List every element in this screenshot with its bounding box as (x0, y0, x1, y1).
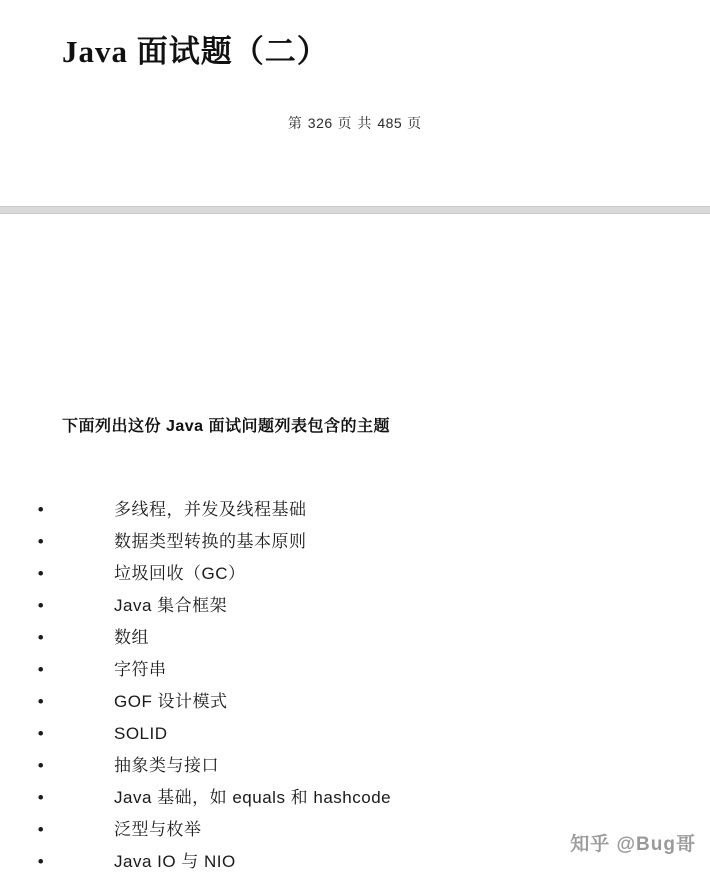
list-item (36, 782, 676, 814)
bullet-icon: • (37, 724, 45, 743)
watermark: 知乎 @Bug哥 (570, 834, 696, 855)
bullet-icon: • (37, 852, 45, 871)
page-indicator-prefix: 第 (287, 115, 303, 131)
page-indicator-suffix: 页 (407, 115, 423, 131)
list-item-label: 泛型与枚举 (114, 820, 202, 839)
page-indicator-current: 326 (307, 115, 333, 131)
list-item-label: 字符串 (114, 660, 167, 679)
list-item (36, 526, 676, 558)
page-indicator-middle: 页 共 (337, 115, 373, 131)
list-item (36, 718, 676, 750)
list-item-label: 数据类型转换的基本原则 (114, 532, 307, 551)
list-item-label: Java 基础，如 equals 和 hashcode (114, 788, 392, 807)
bullet-icon: • (37, 788, 45, 807)
list-item-label: GOF 设计模式 (114, 692, 228, 711)
list-item-label: 多线程，并发及线程基础 (114, 500, 307, 519)
bullet-icon: • (37, 692, 45, 711)
topic-list (36, 494, 676, 878)
bullet-icon: • (37, 500, 45, 519)
bullet-icon: • (37, 628, 45, 647)
list-item (36, 750, 676, 782)
list-item (36, 558, 676, 590)
page-indicator-total: 485 (377, 115, 403, 131)
document-body (0, 214, 710, 886)
list-item (36, 622, 676, 654)
bullet-icon: • (37, 596, 45, 615)
list-item (36, 494, 676, 526)
bullet-icon: • (37, 532, 45, 551)
list-item (36, 686, 676, 718)
page-indicator (0, 113, 710, 133)
page-title: Java 面试题（二） (62, 34, 329, 69)
bullet-icon: • (37, 756, 45, 775)
bullet-icon: • (37, 660, 45, 679)
list-item (36, 654, 676, 686)
page-divider (0, 206, 710, 214)
document-header (0, 0, 710, 211)
list-item-label: Java IO 与 NIO (114, 852, 236, 871)
list-item-label: Java 集合框架 (114, 596, 228, 615)
list-item (36, 590, 676, 622)
list-item-label: 数组 (114, 628, 149, 647)
list-item-label: 抽象类与接口 (114, 756, 219, 775)
list-item-label: SOLID (114, 724, 168, 743)
bullet-icon: • (37, 820, 45, 839)
bullet-icon: • (37, 564, 45, 583)
section-heading: 下面列出这份 Java 面试问题列表包含的主题 (62, 418, 390, 435)
list-item-label: 垃圾回收（GC） (114, 564, 246, 583)
